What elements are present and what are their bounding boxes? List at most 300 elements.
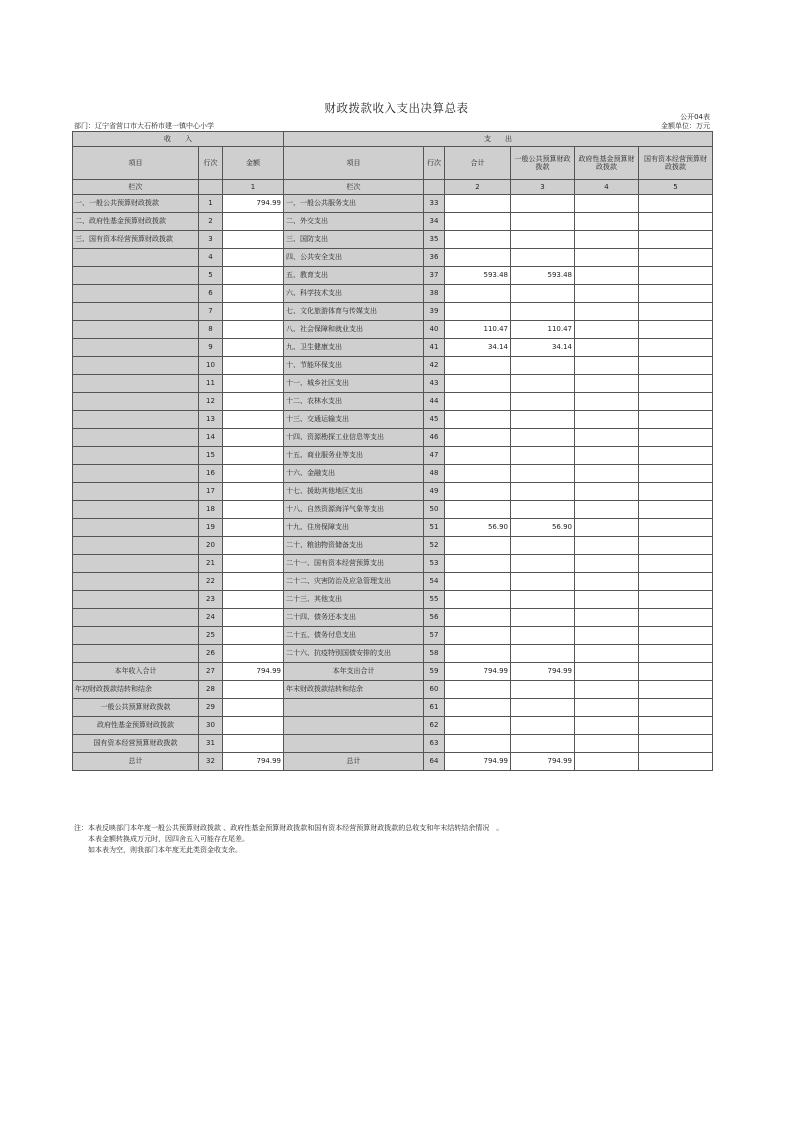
expense-fund bbox=[575, 501, 639, 519]
row-no: 54 bbox=[424, 573, 445, 591]
expense-fund bbox=[575, 393, 639, 411]
expense-item: 十四、资源勘探工业信息等支出 bbox=[284, 429, 424, 447]
row-no: 63 bbox=[424, 735, 445, 753]
income-amount bbox=[223, 213, 284, 231]
income-item bbox=[73, 375, 199, 393]
expense-general bbox=[511, 591, 575, 609]
expense-total bbox=[445, 573, 511, 591]
income-item bbox=[73, 645, 199, 663]
row-no: 19 bbox=[199, 519, 223, 537]
expense-item: 三、国防支出 bbox=[284, 231, 424, 249]
expense-general bbox=[511, 465, 575, 483]
expense-item: 十五、商业服务业等支出 bbox=[284, 447, 424, 465]
expense-total: 593.48 bbox=[445, 267, 511, 285]
col-header-fund: 政府性基金预算财政拨款 bbox=[575, 147, 639, 180]
expense-fund bbox=[575, 321, 639, 339]
expense-capital bbox=[639, 483, 713, 501]
col-header-general: 一般公共预算财政拨款 bbox=[511, 147, 575, 180]
expense-general bbox=[511, 213, 575, 231]
row-no: 9 bbox=[199, 339, 223, 357]
cell-empty bbox=[223, 681, 284, 699]
expense-general: 110.47 bbox=[511, 321, 575, 339]
expense-capital bbox=[639, 447, 713, 465]
expense-capital bbox=[639, 465, 713, 483]
col-header-row-no: 行次 bbox=[199, 147, 223, 180]
expense-item: 十、节能环保支出 bbox=[284, 357, 424, 375]
row-no: 14 bbox=[199, 429, 223, 447]
expense-general: 56.90 bbox=[511, 519, 575, 537]
expense-general bbox=[511, 609, 575, 627]
row-no: 5 bbox=[199, 267, 223, 285]
income-item bbox=[73, 411, 199, 429]
expense-fund bbox=[575, 609, 639, 627]
cell-empty bbox=[511, 735, 575, 753]
expense-total bbox=[445, 285, 511, 303]
income-item bbox=[73, 519, 199, 537]
row-no: 33 bbox=[424, 195, 445, 213]
row-no: 50 bbox=[424, 501, 445, 519]
expense-capital bbox=[639, 609, 713, 627]
income-item bbox=[73, 429, 199, 447]
section-header-row bbox=[73, 132, 713, 147]
expense-capital bbox=[639, 519, 713, 537]
row-no: 47 bbox=[424, 447, 445, 465]
expense-item: 七、文化旅游体育与传媒支出 bbox=[284, 303, 424, 321]
expense-general bbox=[511, 501, 575, 519]
expense-total bbox=[445, 357, 511, 375]
income-amount bbox=[223, 357, 284, 375]
row-no: 12 bbox=[199, 393, 223, 411]
end-balance-label: 年末财政拨款结转和结余 bbox=[284, 681, 424, 699]
table-row bbox=[73, 645, 713, 663]
row-no: 20 bbox=[199, 537, 223, 555]
expense-item: 二十三、其他支出 bbox=[284, 591, 424, 609]
expense-item: 二十二、灾害防治及应急管理支出 bbox=[284, 573, 424, 591]
expense-fund bbox=[575, 573, 639, 591]
row-no: 23 bbox=[199, 591, 223, 609]
income-amount bbox=[223, 249, 284, 267]
income-amount bbox=[223, 465, 284, 483]
year-total-row bbox=[73, 663, 713, 681]
form-number: 公开04表 bbox=[680, 113, 710, 121]
table-row bbox=[73, 375, 713, 393]
cell-empty bbox=[575, 753, 639, 771]
expense-item: 十九、住房保障支出 bbox=[284, 519, 424, 537]
income-amount bbox=[223, 231, 284, 249]
expense-general bbox=[511, 645, 575, 663]
income-item: 二、政府性基金预算财政拨款 bbox=[73, 213, 199, 231]
expense-general bbox=[511, 195, 575, 213]
income-item: 三、国有资本经营预算财政拨款 bbox=[73, 231, 199, 249]
expense-item: 四、公共安全支出 bbox=[284, 249, 424, 267]
row-no: 60 bbox=[424, 681, 445, 699]
unit-label: 金额单位：万元 bbox=[661, 122, 710, 130]
col-index-empty bbox=[199, 180, 223, 195]
expense-general bbox=[511, 447, 575, 465]
row-no: 39 bbox=[424, 303, 445, 321]
expense-fund bbox=[575, 195, 639, 213]
begin-balance-label: 年初财政拨款结转和结余 bbox=[73, 681, 199, 699]
expense-general bbox=[511, 483, 575, 501]
expense-item: 十二、农林水支出 bbox=[284, 393, 424, 411]
row-no: 1 bbox=[199, 195, 223, 213]
expense-capital bbox=[639, 249, 713, 267]
expense-fund bbox=[575, 375, 639, 393]
expense-fund bbox=[575, 429, 639, 447]
row-no: 43 bbox=[424, 375, 445, 393]
expense-total bbox=[445, 555, 511, 573]
table-row bbox=[73, 429, 713, 447]
expense-total bbox=[445, 627, 511, 645]
income-amount bbox=[223, 537, 284, 555]
expense-fund bbox=[575, 591, 639, 609]
income-amount: 794.99 bbox=[223, 195, 284, 213]
col-index-2: 2 bbox=[445, 180, 511, 195]
expense-capital bbox=[639, 267, 713, 285]
row-no: 61 bbox=[424, 699, 445, 717]
income-item bbox=[73, 267, 199, 285]
expense-capital bbox=[639, 195, 713, 213]
row-no: 55 bbox=[424, 591, 445, 609]
income-amount bbox=[223, 609, 284, 627]
expense-general bbox=[511, 555, 575, 573]
expense-general: 34.14 bbox=[511, 339, 575, 357]
cell-empty bbox=[639, 717, 713, 735]
income-item bbox=[73, 573, 199, 591]
expense-fund bbox=[575, 627, 639, 645]
col-header-item: 项目 bbox=[73, 147, 199, 180]
expense-total bbox=[445, 411, 511, 429]
income-item bbox=[73, 393, 199, 411]
expense-capital bbox=[639, 231, 713, 249]
expense-item: 二、外交支出 bbox=[284, 213, 424, 231]
expense-section-header: 支 出 bbox=[284, 132, 713, 147]
expense-total bbox=[445, 231, 511, 249]
table-row bbox=[73, 267, 713, 285]
row-no: 29 bbox=[199, 699, 223, 717]
expense-total bbox=[445, 393, 511, 411]
expense-general: 593.48 bbox=[511, 267, 575, 285]
income-item bbox=[73, 501, 199, 519]
income-amount bbox=[223, 627, 284, 645]
expense-total bbox=[445, 645, 511, 663]
row-no: 15 bbox=[199, 447, 223, 465]
expense-total bbox=[445, 483, 511, 501]
expense-item: 二十一、国有资本经营预算支出 bbox=[284, 555, 424, 573]
table-row bbox=[73, 213, 713, 231]
expense-fund bbox=[575, 483, 639, 501]
col-index-label: 栏次 bbox=[284, 180, 424, 195]
col-index-5: 5 bbox=[639, 180, 713, 195]
income-item bbox=[73, 537, 199, 555]
expense-fund bbox=[575, 339, 639, 357]
table-row bbox=[73, 609, 713, 627]
expense-fund bbox=[575, 357, 639, 375]
income-amount bbox=[223, 285, 284, 303]
expense-total bbox=[445, 447, 511, 465]
cell-empty bbox=[575, 717, 639, 735]
department-label: 部门：辽宁省营口市大石桥市建一镇中心小学 bbox=[74, 122, 214, 130]
expense-fund bbox=[575, 303, 639, 321]
row-no: 13 bbox=[199, 411, 223, 429]
expense-capital bbox=[639, 627, 713, 645]
income-item bbox=[73, 303, 199, 321]
row-no: 27 bbox=[199, 663, 223, 681]
income-amount bbox=[223, 483, 284, 501]
cell-empty bbox=[445, 735, 511, 753]
expense-capital bbox=[639, 645, 713, 663]
note-line: 注：本表反映部门本年度一般公共预算财政拨款 、政府性基金预算财政拨款和国有资本经营预算财政拨款的总收支和年末结转结余情况 。 bbox=[74, 824, 504, 832]
expense-total bbox=[445, 501, 511, 519]
expense-fund bbox=[575, 537, 639, 555]
note-line: 本表金额转换成万元时，因四舍五入可能存在尾差。 bbox=[88, 835, 249, 843]
col-header-item: 项目 bbox=[284, 147, 424, 180]
col-header-row-no: 行次 bbox=[424, 147, 445, 180]
col-index-empty bbox=[424, 180, 445, 195]
row-no: 58 bbox=[424, 645, 445, 663]
row-no: 40 bbox=[424, 321, 445, 339]
table-row bbox=[73, 591, 713, 609]
expense-capital bbox=[639, 393, 713, 411]
row-no: 49 bbox=[424, 483, 445, 501]
cell-empty bbox=[445, 681, 511, 699]
cell-empty bbox=[284, 717, 424, 735]
row-no: 59 bbox=[424, 663, 445, 681]
row-no: 28 bbox=[199, 681, 223, 699]
cell-empty bbox=[223, 735, 284, 753]
balance-sub-row bbox=[73, 699, 713, 717]
cell-empty bbox=[223, 717, 284, 735]
expense-capital bbox=[639, 537, 713, 555]
row-no: 44 bbox=[424, 393, 445, 411]
expense-capital bbox=[639, 213, 713, 231]
cell-empty bbox=[445, 717, 511, 735]
table-row bbox=[73, 483, 713, 501]
col-index-label: 栏次 bbox=[73, 180, 199, 195]
table-row bbox=[73, 465, 713, 483]
income-item bbox=[73, 627, 199, 645]
row-no: 52 bbox=[424, 537, 445, 555]
expense-capital bbox=[639, 555, 713, 573]
row-no: 37 bbox=[424, 267, 445, 285]
row-no: 32 bbox=[199, 753, 223, 771]
expense-capital bbox=[639, 339, 713, 357]
income-amount bbox=[223, 393, 284, 411]
income-amount bbox=[223, 339, 284, 357]
cell-empty bbox=[511, 681, 575, 699]
sub-capital-label: 国有资本经营预算财政拨款 bbox=[73, 735, 199, 753]
row-no: 11 bbox=[199, 375, 223, 393]
income-amount bbox=[223, 591, 284, 609]
table-row bbox=[73, 411, 713, 429]
expense-item: 十八、自然资源海洋气象等支出 bbox=[284, 501, 424, 519]
expense-item: 十六、金融支出 bbox=[284, 465, 424, 483]
expense-item: 九、卫生健康支出 bbox=[284, 339, 424, 357]
budget-table bbox=[72, 131, 713, 771]
row-no: 7 bbox=[199, 303, 223, 321]
row-no: 36 bbox=[424, 249, 445, 267]
row-no: 56 bbox=[424, 609, 445, 627]
row-no: 3 bbox=[199, 231, 223, 249]
income-amount bbox=[223, 447, 284, 465]
income-amount bbox=[223, 267, 284, 285]
expense-general bbox=[511, 411, 575, 429]
expense-total bbox=[445, 591, 511, 609]
cell-empty bbox=[284, 735, 424, 753]
expense-fund bbox=[575, 411, 639, 429]
col-header-amount: 金额 bbox=[223, 147, 284, 180]
expense-capital bbox=[639, 357, 713, 375]
grand-total-row bbox=[73, 753, 713, 771]
row-no: 22 bbox=[199, 573, 223, 591]
table-row bbox=[73, 519, 713, 537]
expense-capital bbox=[639, 285, 713, 303]
col-index-4: 4 bbox=[575, 180, 639, 195]
cell-empty bbox=[639, 735, 713, 753]
cell-empty bbox=[511, 717, 575, 735]
expense-general bbox=[511, 303, 575, 321]
expense-item: 十一、城乡社区支出 bbox=[284, 375, 424, 393]
expense-item: 二十六、抗疫特别国债安排的支出 bbox=[284, 645, 424, 663]
table-row bbox=[73, 285, 713, 303]
income-item: 一、一般公共预算财政拨款 bbox=[73, 195, 199, 213]
expense-item: 二十五、债务付息支出 bbox=[284, 627, 424, 645]
expense-fund bbox=[575, 267, 639, 285]
col-index-1: 1 bbox=[223, 180, 284, 195]
expense-total: 56.90 bbox=[445, 519, 511, 537]
expense-capital bbox=[639, 375, 713, 393]
grand-expense-general: 794.99 bbox=[511, 753, 575, 771]
cell-empty bbox=[575, 699, 639, 717]
expense-general bbox=[511, 357, 575, 375]
expense-fund bbox=[575, 285, 639, 303]
cell-empty bbox=[575, 663, 639, 681]
row-no: 35 bbox=[424, 231, 445, 249]
row-no: 46 bbox=[424, 429, 445, 447]
table-row bbox=[73, 447, 713, 465]
balance-sub-row bbox=[73, 735, 713, 753]
income-item bbox=[73, 447, 199, 465]
table-row bbox=[73, 231, 713, 249]
income-item bbox=[73, 285, 199, 303]
expense-total bbox=[445, 303, 511, 321]
table-row bbox=[73, 555, 713, 573]
row-no: 48 bbox=[424, 465, 445, 483]
cell-empty bbox=[639, 681, 713, 699]
expense-general bbox=[511, 537, 575, 555]
row-no: 53 bbox=[424, 555, 445, 573]
expense-general bbox=[511, 429, 575, 447]
row-no: 18 bbox=[199, 501, 223, 519]
expense-general bbox=[511, 285, 575, 303]
cell-empty bbox=[575, 735, 639, 753]
grand-income-amount: 794.99 bbox=[223, 753, 284, 771]
income-item bbox=[73, 465, 199, 483]
year-expense-total: 794.99 bbox=[445, 663, 511, 681]
expense-total bbox=[445, 375, 511, 393]
expense-general bbox=[511, 573, 575, 591]
income-item bbox=[73, 591, 199, 609]
expense-total bbox=[445, 195, 511, 213]
expense-total bbox=[445, 249, 511, 267]
year-expense-label: 本年支出合计 bbox=[284, 663, 424, 681]
sub-fund-label: 政府性基金预算财政拨款 bbox=[73, 717, 199, 735]
income-item bbox=[73, 321, 199, 339]
income-amount bbox=[223, 573, 284, 591]
income-amount bbox=[223, 555, 284, 573]
col-index-3: 3 bbox=[511, 180, 575, 195]
expense-capital bbox=[639, 501, 713, 519]
income-item bbox=[73, 555, 199, 573]
row-no: 45 bbox=[424, 411, 445, 429]
income-amount bbox=[223, 303, 284, 321]
income-amount bbox=[223, 411, 284, 429]
expense-fund bbox=[575, 555, 639, 573]
row-no: 10 bbox=[199, 357, 223, 375]
cell-empty bbox=[575, 681, 639, 699]
expense-item: 一、一般公共服务支出 bbox=[284, 195, 424, 213]
row-no: 2 bbox=[199, 213, 223, 231]
row-no: 41 bbox=[424, 339, 445, 357]
cell-empty bbox=[639, 663, 713, 681]
table-row bbox=[73, 249, 713, 267]
income-item bbox=[73, 483, 199, 501]
cell-empty bbox=[284, 699, 424, 717]
grand-income-label: 总计 bbox=[73, 753, 199, 771]
row-no: 34 bbox=[424, 213, 445, 231]
expense-capital bbox=[639, 411, 713, 429]
income-amount bbox=[223, 321, 284, 339]
expense-capital bbox=[639, 591, 713, 609]
expense-fund bbox=[575, 231, 639, 249]
row-no: 64 bbox=[424, 753, 445, 771]
expense-fund bbox=[575, 213, 639, 231]
row-no: 31 bbox=[199, 735, 223, 753]
expense-item: 五、教育支出 bbox=[284, 267, 424, 285]
income-item bbox=[73, 249, 199, 267]
income-item bbox=[73, 357, 199, 375]
row-no: 42 bbox=[424, 357, 445, 375]
row-no: 21 bbox=[199, 555, 223, 573]
expense-capital bbox=[639, 429, 713, 447]
column-header-row bbox=[73, 147, 713, 180]
cell-empty bbox=[639, 699, 713, 717]
notes bbox=[74, 823, 503, 856]
expense-total bbox=[445, 213, 511, 231]
table-row bbox=[73, 195, 713, 213]
expense-fund bbox=[575, 447, 639, 465]
balance-sub-row bbox=[73, 717, 713, 735]
expense-item: 十七、援助其他地区支出 bbox=[284, 483, 424, 501]
row-no: 8 bbox=[199, 321, 223, 339]
expense-general bbox=[511, 249, 575, 267]
expense-total bbox=[445, 537, 511, 555]
table-row bbox=[73, 537, 713, 555]
sub-general-label: 一般公共预算财政拨款 bbox=[73, 699, 199, 717]
note-line: 如本表为空，则我部门本年度无此类资金收支余。 bbox=[88, 846, 242, 854]
table-row bbox=[73, 573, 713, 591]
expense-item: 二十四、债务还本支出 bbox=[284, 609, 424, 627]
cell-empty bbox=[639, 753, 713, 771]
table-row bbox=[73, 393, 713, 411]
row-no: 38 bbox=[424, 285, 445, 303]
row-no: 62 bbox=[424, 717, 445, 735]
expense-fund bbox=[575, 249, 639, 267]
expense-total bbox=[445, 429, 511, 447]
year-income-label: 本年收入合计 bbox=[73, 663, 199, 681]
expense-total bbox=[445, 609, 511, 627]
expense-item: 六、科学技术支出 bbox=[284, 285, 424, 303]
